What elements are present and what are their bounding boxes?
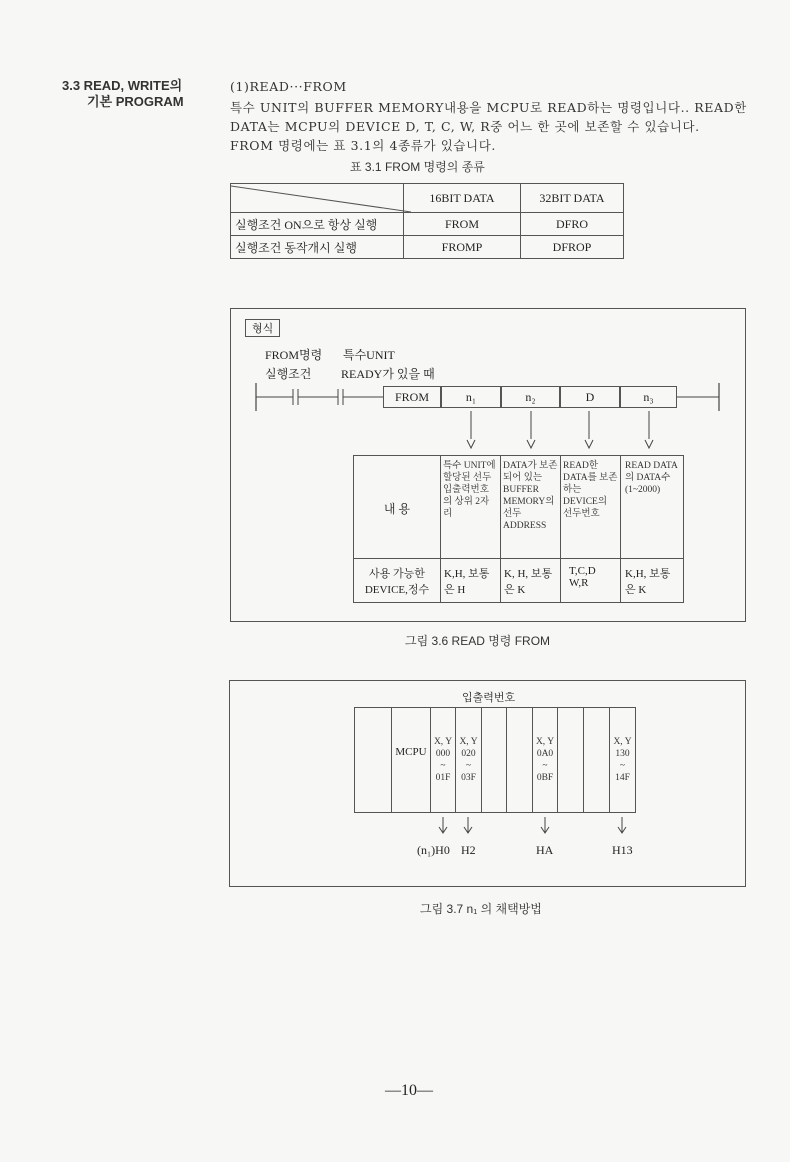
- row1-cell: DATA가 보존되어 있는 BUFFER MEMORY의 선두 ADDRESS: [500, 455, 561, 559]
- n1-value: HA: [536, 843, 554, 857]
- figure-3-6-frame: [230, 308, 746, 622]
- slot-start: 000: [435, 749, 451, 759]
- n1-value: (n₁)H0: [417, 843, 450, 857]
- instr-n2: n₂: [501, 386, 560, 408]
- format-tag: 형식: [245, 319, 280, 337]
- slot-tilde: ~: [440, 761, 446, 771]
- table-caption: 표 3.1 FROM 명령의 종류: [350, 160, 485, 174]
- slot-end: 01F: [435, 773, 451, 783]
- rack-slot-empty: [557, 707, 584, 813]
- paragraph-line: 특수 UNIT의 BUFFER MEMORY내용을 MCPU로 READ하는 명령입니다.. READ한: [230, 100, 747, 115]
- table-corner-cell: [231, 184, 404, 213]
- rack-slot-io: [430, 707, 456, 813]
- table-row: [231, 213, 624, 236]
- n1-value: H13: [612, 843, 633, 857]
- slot-label: X, Y: [433, 737, 453, 747]
- page-number: —10—: [385, 1082, 433, 1099]
- table-header-cell: 16BIT DATA: [404, 184, 521, 213]
- arrow-heads: [231, 434, 745, 454]
- row2-cell: K, H, 보통은 K: [500, 558, 561, 603]
- row1-cell: READ DATA의 DATA수 (1~2000): [620, 455, 684, 559]
- table-row: [231, 236, 624, 259]
- table-cell: 실행조건 동작개시 실행: [231, 236, 404, 259]
- table-cell: DFROP: [521, 236, 624, 259]
- slot-label: X, Y: [613, 737, 632, 747]
- from-command-table: [230, 183, 624, 259]
- instr-d: D: [560, 386, 620, 408]
- row2-label: 사용 가능한 DEVICE,정수: [353, 558, 441, 603]
- section-title: [62, 78, 184, 110]
- label-from-cond-1: FROM명령: [265, 348, 323, 362]
- rack-slot-io: [609, 707, 636, 813]
- row1-label-cell: [353, 455, 441, 559]
- rack-slot-empty: [583, 707, 610, 813]
- down-arrows: [230, 815, 745, 839]
- n1-value: H2: [461, 843, 476, 857]
- label-ready-2: READY가 있을 때: [341, 367, 435, 381]
- rack-slot-power: [354, 707, 392, 813]
- rack-slot-io: [455, 707, 482, 813]
- label-from-cond-2: 실행조건: [265, 367, 312, 381]
- figure-3-6-caption: 그림 3.6 READ 명령 FROM: [405, 634, 551, 648]
- slot-start: 020: [461, 749, 476, 759]
- instr-n1: n₁: [441, 386, 501, 408]
- paragraph-heading: (1)READ···FROM: [230, 79, 347, 94]
- instr-from: FROM: [383, 386, 441, 408]
- slot-tilde: ~: [465, 761, 472, 771]
- rack-slot-mcpu: MCPU: [391, 707, 431, 813]
- slot-start: 0A0: [536, 749, 554, 759]
- figure-3-7-frame: [229, 680, 746, 887]
- paragraph-line: DATA는 MCPU의 DEVICE D, T, C, W, R중 어느 한 곳에 보존할 수 있습니다.: [230, 119, 700, 134]
- row1-label: 내 용: [383, 502, 411, 516]
- row2-cell: K,H, 보통은 H: [440, 558, 501, 603]
- section-title-line2: 기본 PROGRAM: [87, 94, 184, 109]
- row2-cell: T,C,D W,R: [560, 558, 621, 603]
- slot-label: X, Y: [535, 737, 555, 747]
- row1-cell: 특수 UNIT에 할당된 선두 입출력번호의 상위 2자리: [440, 455, 501, 559]
- diagonal-line: [231, 184, 411, 214]
- rack-slot-empty: [481, 707, 507, 813]
- table-cell: FROMP: [404, 236, 521, 259]
- row2-cell: K,H, 보통은 K: [620, 558, 684, 603]
- slot-tilde: ~: [619, 761, 626, 771]
- row1-cell: READ한 DATA를 보존하는 DEVICE의 선두번호: [560, 455, 621, 559]
- slot-end: 03F: [461, 773, 476, 783]
- table-header-row: [231, 184, 624, 213]
- table-header-cell: 32BIT DATA: [521, 184, 624, 213]
- figure-3-7-caption: 그림 3.7 n₁ 의 채택방법: [420, 902, 542, 916]
- table-cell: 실행조건 ON으로 항상 실행: [231, 213, 404, 236]
- slot-start: 130: [615, 749, 630, 759]
- slot-tilde: ~: [542, 761, 548, 771]
- table-cell: DFRO: [521, 213, 624, 236]
- slot-end: 0BF: [536, 773, 554, 783]
- rack-slot-empty: [506, 707, 533, 813]
- io-number-header: 입출력번호: [462, 692, 516, 704]
- paragraph-line: FROM 명령에는 표 3.1의 4종류가 있습니다.: [230, 138, 496, 153]
- rack-slot-io: [532, 707, 558, 813]
- instr-n3: n₃: [620, 386, 677, 408]
- section-title-line1: 3.3 READ, WRITE의: [62, 78, 183, 93]
- label-ready-1: 특수UNIT: [343, 348, 395, 362]
- slot-end: 14F: [615, 773, 630, 783]
- table-cell: FROM: [404, 213, 521, 236]
- slot-label: X, Y: [459, 737, 478, 747]
